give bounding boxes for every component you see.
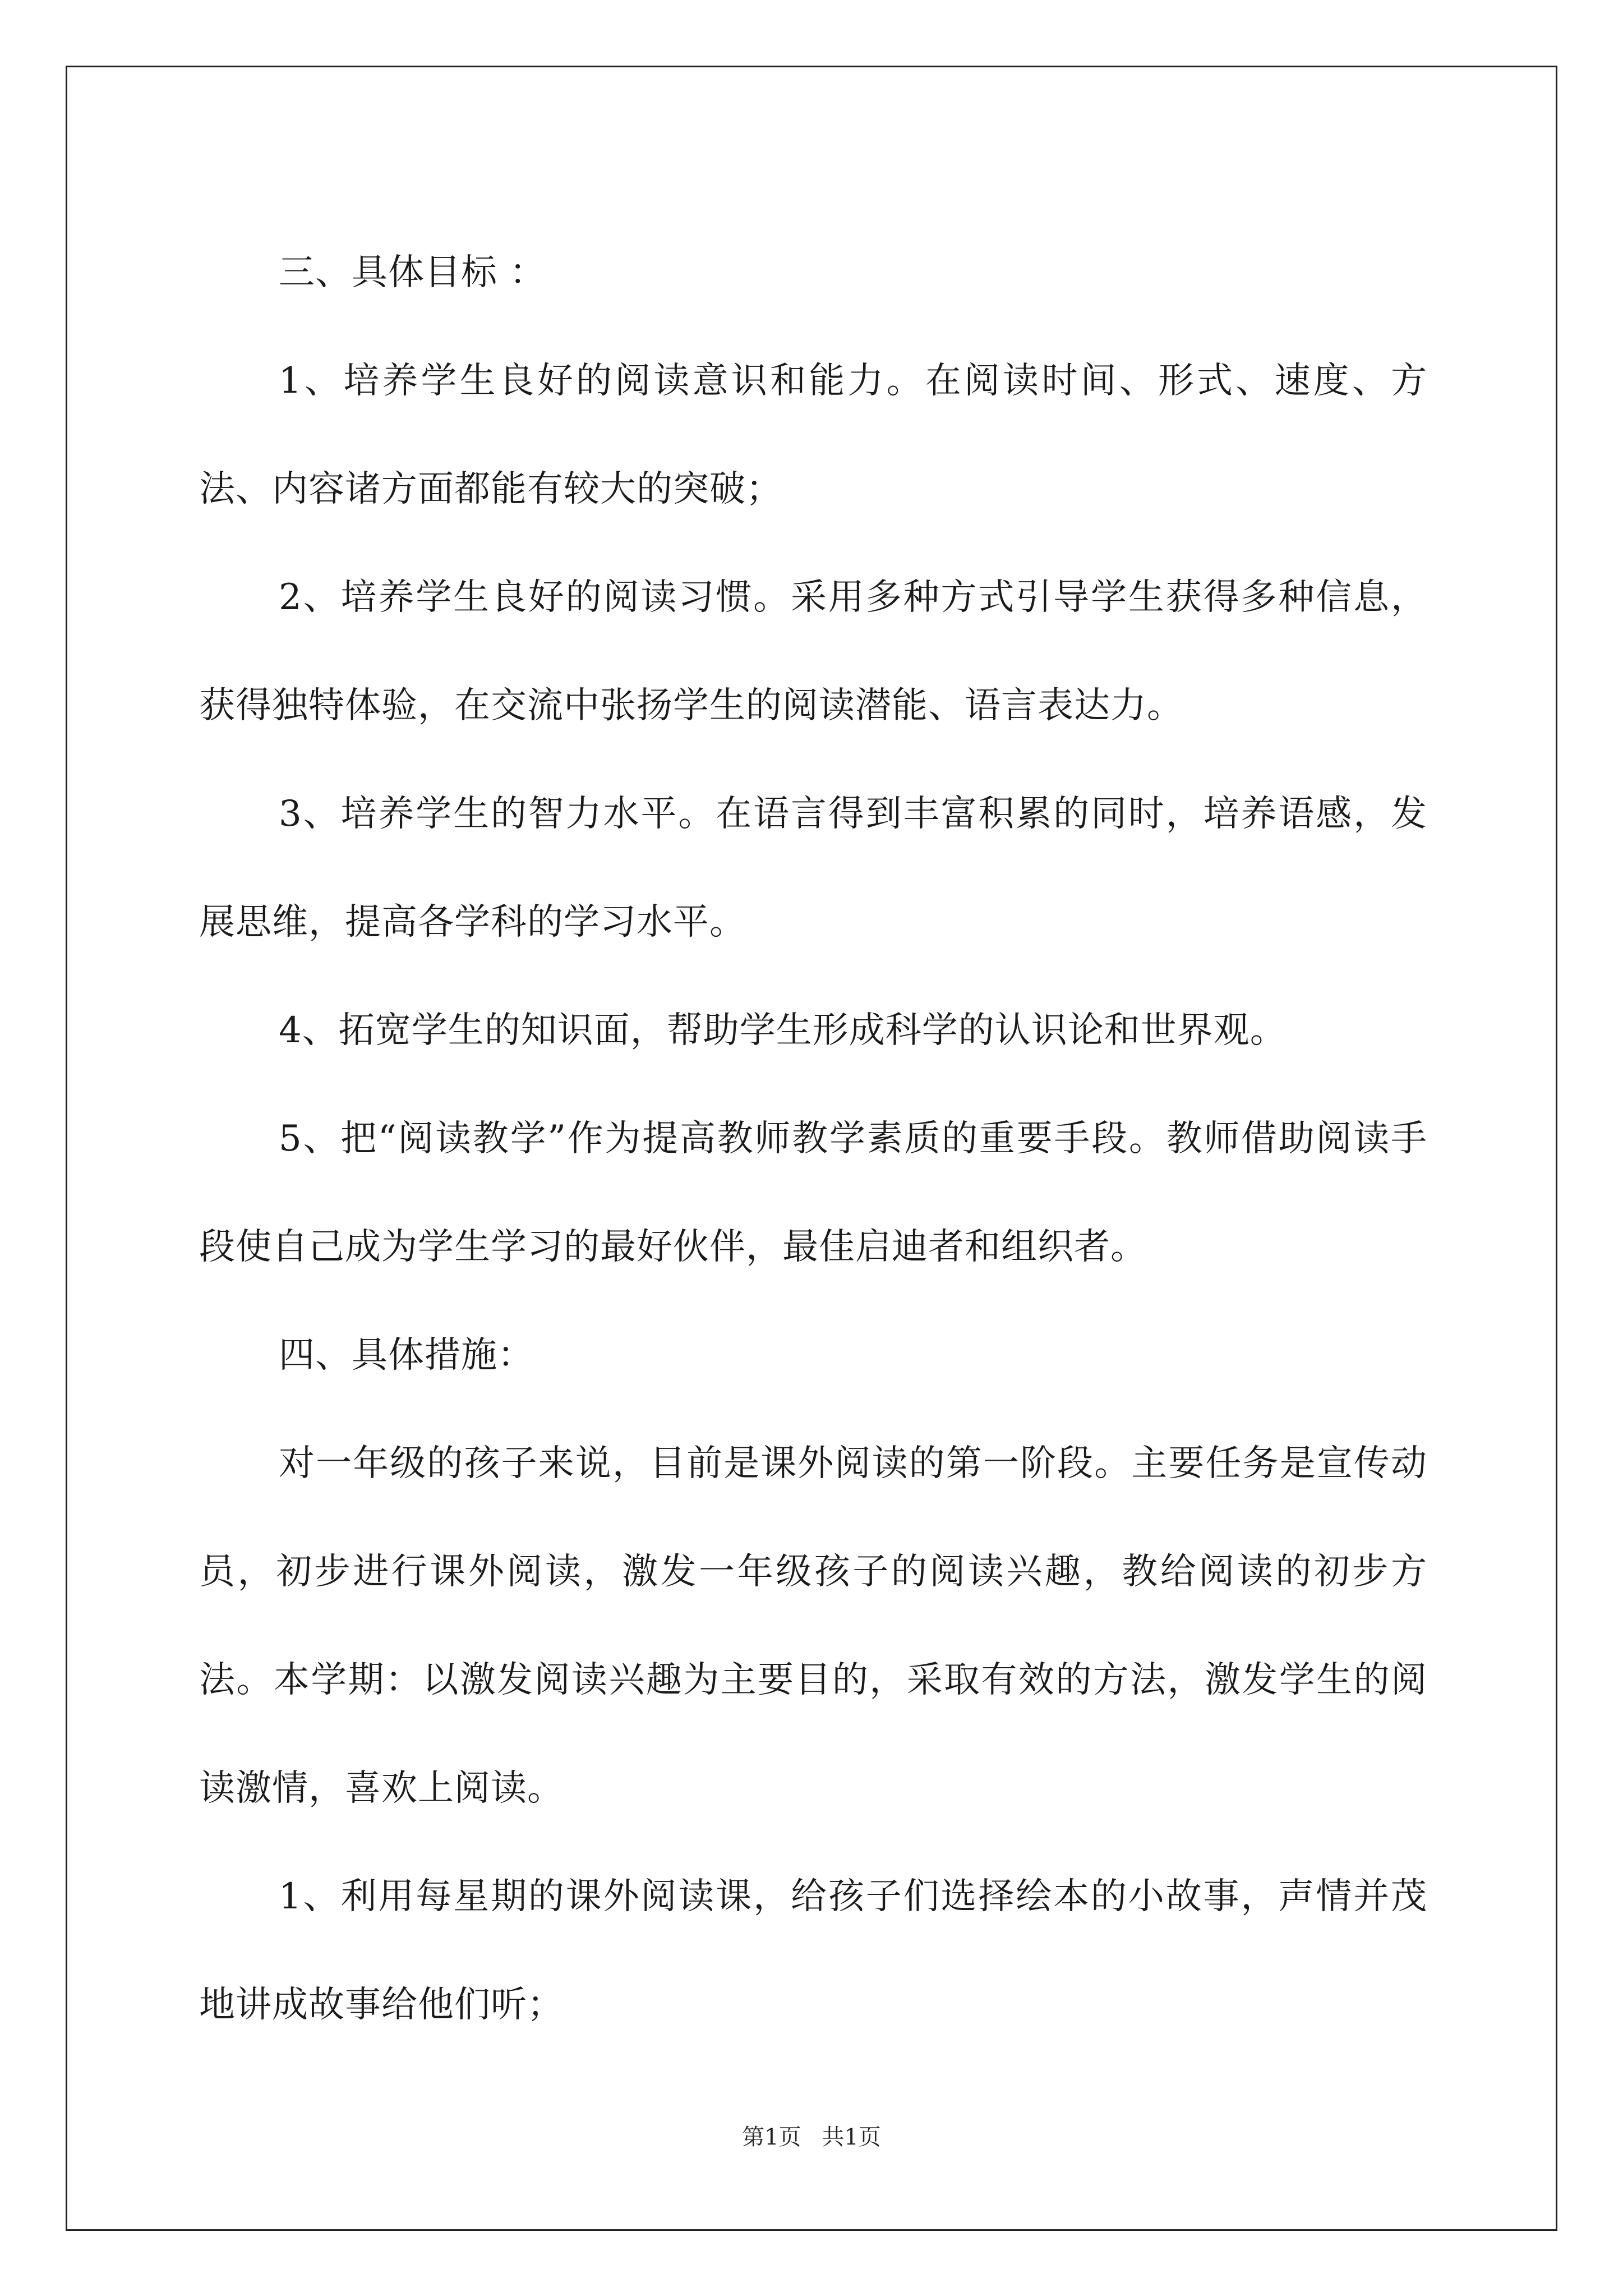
goal-item-1: 1、培养学生良好的阅读意识和能力。在阅读时间、形式、速度、方法、内容诸方面都能有较大的突破； <box>199 360 1427 510</box>
goal-item-5: 5、把“阅读教学”作为提高教师教学素质的重要手段。教师借助阅读手段使自己成为学生学习的最好伙伴，最佳启迪者和组织者。 <box>199 1118 1427 1268</box>
goal-item-3: 3、培养学生的智力水平。在语言得到丰富积累的同时，培养语感，发展思维，提高各学科的学习水平。 <box>199 793 1427 943</box>
measures-intro-paragraph: 对一年级的孩子来说，目前是课外阅读的第一阶段。主要任务是宣传动员，初步进行课外阅读，激发一年级孩子的阅读兴趣，教给阅读的初步方法。本学期：以激发阅读兴趣为主要目的，采取有效的方法，激发学生的阅读激情，喜欢上阅读。 <box>199 1443 1427 1809</box>
section-heading-goals: 三、具体目标 ： <box>279 252 546 293</box>
document-body <box>199 219 1427 2059</box>
goal-item-2: 2、培养学生良好的阅读习惯。采用多种方式引导学生获得多种信息，获得独特体验，在交流中张扬学生的阅读潜能、语言表达力。 <box>199 577 1427 726</box>
page-footer <box>0 2123 1623 2151</box>
goal-item-4: 4、拓宽学生的知识面，帮助学生形成科学的认识论和世界观。 <box>279 1010 1287 1051</box>
section-heading-measures: 四、具体措施： <box>279 1335 534 1376</box>
page-number-current: 第1页 <box>742 2124 801 2150</box>
measure-item-1: 1、利用每星期的课外阅读课，给孩子们选择绘本的小故事，声情并茂地讲成故事给他们听； <box>199 1876 1427 2026</box>
page-number-total: 共1页 <box>822 2124 881 2150</box>
